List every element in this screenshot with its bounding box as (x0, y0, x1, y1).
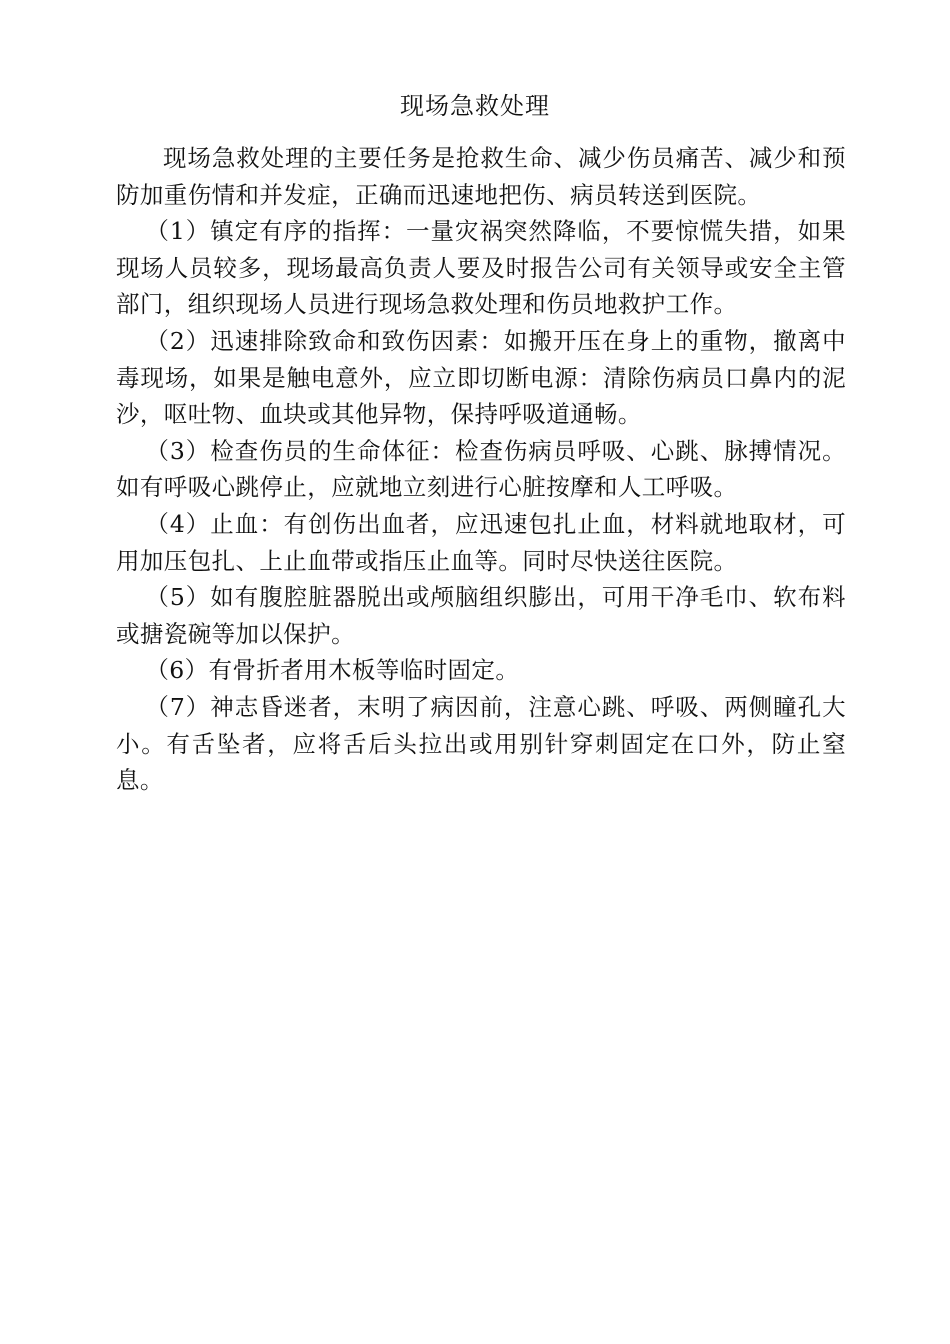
item-paragraph-5: （5）如有腹腔脏器脱出或颅脑组织膨出，可用干净毛巾、软布料或搪瓷碗等加以保护。 (116, 583, 846, 648)
item-paragraph-1: （1）镇定有序的指挥：一量灾祸突然降临，不要惊慌失措，如果现场人员较多，现场最高负责人要及时报告公司有关领导或安全主管部门，组织现场人员进行现场急救处理和伤员地救护工作。 (116, 217, 846, 319)
document-body (116, 140, 846, 799)
item-paragraph-3: （3）检查伤员的生命体征：检查伤病员呼吸、心跳、脉搏情况。如有呼吸心跳停止，应就地立刻进行心脏按摩和人工呼吸。 (116, 436, 846, 502)
item-paragraph-7: （7）神志昏迷者，末明了病因前，注意心跳、呼吸、两侧瞳孔大小。有舌坠者，应将舌后头拉出或用别针穿刺固定在口外，防止窒息。 (116, 692, 846, 795)
intro-paragraph: 现场急救处理的主要任务是抢救生命、减少伤员痛苦、减少和预防加重伤情和并发症，正确而迅速地把伤、病员转送到医院。 (116, 144, 846, 209)
item-paragraph-6: （6）有骨折者用木板等临时固定。 (145, 656, 520, 685)
item-paragraph-4: （4）止血：有创伤出血者，应迅速包扎止血，材料就地取材，可用加压包扎、上止血带或指压止血等。同时尽快送往医院。 (116, 509, 846, 575)
item-paragraph-2: （2）迅速排除致命和致伤因素：如搬开压在身上的重物，撤离中毒现场，如果是触电意外，应立即切断电源：清除伤病员口鼻内的泥沙，呕吐物、血块或其他异物，保持呼吸道通畅。 (116, 326, 846, 429)
document-title: 现场急救处理 (400, 92, 550, 120)
